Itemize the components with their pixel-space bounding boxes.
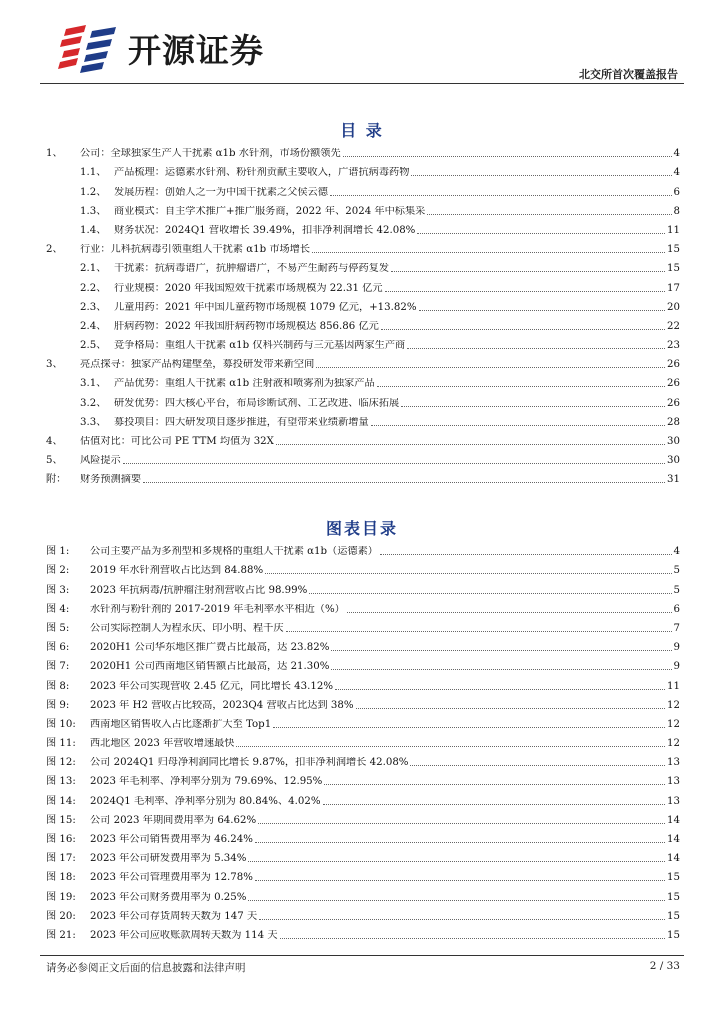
figure-entry-text: 2023 年公司管理费用率为 12.78% xyxy=(90,872,253,884)
figure-entry-text: 2023 年抗病毒/抗肿瘤注射剂营收占比 98.99% xyxy=(90,584,308,596)
figure-entry-number: 图 5: xyxy=(46,622,70,634)
dot-leader xyxy=(324,784,665,785)
toc-entry-number: 2.3、 xyxy=(80,301,107,313)
toc-entry-page: 17 xyxy=(667,282,680,294)
figures-list xyxy=(46,539,680,942)
figure-entry-number: 图 6: xyxy=(46,642,70,654)
dot-leader xyxy=(391,271,665,272)
toc-entry-page: 22 xyxy=(667,320,680,332)
toc-entry-page: 4 xyxy=(673,167,680,179)
logo-stripes-icon xyxy=(58,23,120,73)
dot-leader xyxy=(309,593,671,594)
figure-entry[interactable] xyxy=(46,693,680,712)
dot-leader xyxy=(276,444,665,445)
dot-leader xyxy=(273,727,665,728)
figure-entry-number: 图 9: xyxy=(46,699,70,711)
toc-entry-page: 20 xyxy=(667,301,680,313)
figure-entry[interactable] xyxy=(46,788,680,807)
toc-entry[interactable] xyxy=(46,333,680,352)
figure-entry[interactable] xyxy=(46,712,680,731)
toc-entry-text: 亮点探寻：独家产品构建壁垒，募投研发带来新空间 xyxy=(80,359,315,371)
figure-entry-number: 图 20: xyxy=(46,910,76,922)
toc-entry-text: 估值对比：可比公司 PE TTM 均值为 32X xyxy=(80,436,274,447)
figure-entry-page: 14 xyxy=(667,853,680,865)
figure-entry[interactable] xyxy=(46,654,680,673)
toc-entry-number: 2.4、 xyxy=(80,320,107,332)
toc-entry-page: 11 xyxy=(667,224,680,236)
figure-entry-number: 图 4: xyxy=(46,603,70,615)
toc-entry[interactable] xyxy=(46,429,680,448)
dot-leader xyxy=(258,823,665,824)
toc-entry-number: 1、 xyxy=(46,148,63,160)
figure-entry-text: 2023 年公司销售费用率为 46.24% xyxy=(90,834,253,845)
toc-entry-number: 4、 xyxy=(46,436,63,447)
dot-leader xyxy=(427,214,671,215)
toc-entry-number: 5、 xyxy=(46,455,63,467)
figure-entry-text: 公司主要产品为多剂型和多规格的重组人干扰素 α1b（运德素） xyxy=(90,546,378,558)
figure-entry-number: 图 11: xyxy=(46,738,76,750)
figure-entry-text: 2023 年公司财务费用率为 0.25% xyxy=(90,891,247,903)
figure-entry-number: 图 8: xyxy=(46,680,70,692)
toc-entry[interactable] xyxy=(46,179,680,198)
figure-entry-page: 15 xyxy=(667,891,680,903)
company-logo xyxy=(58,22,264,74)
dot-leader xyxy=(265,573,671,574)
figure-entry-page: 6 xyxy=(673,603,680,615)
figure-entry[interactable] xyxy=(46,635,680,654)
dot-leader xyxy=(323,804,666,805)
toc-entry-text: 研发优势：四大核心平台，布局诊断试剂、工艺改进、临床拓展 xyxy=(114,397,400,409)
figure-entry-page: 15 xyxy=(667,910,680,922)
toc-entry[interactable] xyxy=(46,352,680,371)
figure-entry-text: 2023 年毛利率、净利率分别为 79.69%、12.95% xyxy=(90,776,323,788)
toc-entry-text: 商业模式：自主学术推广+推广服务商，2022 年、2024 年中标集采 xyxy=(114,205,426,217)
figure-entry-number: 图 13: xyxy=(46,776,76,788)
figure-entry-page: 9 xyxy=(673,642,680,654)
toc-entry-page: 28 xyxy=(667,416,680,428)
toc-entry-page: 6 xyxy=(673,186,680,198)
figure-entry-number: 图 3: xyxy=(46,584,70,596)
figure-entry-page: 13 xyxy=(667,776,680,788)
toc-entry-number: 1.4、 xyxy=(80,224,107,236)
toc-entry[interactable] xyxy=(46,160,680,179)
toc-entry[interactable] xyxy=(46,467,680,486)
figure-entry-page: 15 xyxy=(667,929,680,941)
toc-entry-text: 儿童用药：2021 年中国儿童药物市场规模 1079 亿元，+13.82% xyxy=(114,301,417,313)
figure-entry-page: 13 xyxy=(667,757,680,769)
dot-leader xyxy=(347,612,672,613)
dot-leader xyxy=(381,329,665,330)
figure-entry-page: 11 xyxy=(667,680,680,692)
figure-entry-number: 图 7: xyxy=(46,661,70,673)
toc-entry-text: 风险提示 xyxy=(80,455,121,467)
figure-entry-page: 5 xyxy=(673,584,680,596)
toc-entry-text: 干扰素：抗病毒谱广，抗肿瘤谱广，不易产生耐药与停药复发 xyxy=(114,263,390,275)
dot-leader xyxy=(286,631,672,632)
dot-leader xyxy=(330,195,672,196)
toc-entry-page: 4 xyxy=(673,148,680,160)
figure-entry-page: 9 xyxy=(673,661,680,673)
toc-entry-page: 26 xyxy=(667,378,680,390)
figure-entry[interactable] xyxy=(46,827,680,846)
figure-entry-page: 4 xyxy=(673,546,680,558)
toc-entry[interactable] xyxy=(46,390,680,409)
dot-leader xyxy=(419,310,666,311)
figure-entry-number: 图 16: xyxy=(46,834,76,845)
brand-name: 开源证券 xyxy=(128,30,264,70)
figure-entry-number: 图 21: xyxy=(46,929,76,941)
toc-entry-number: 2、 xyxy=(46,244,63,256)
figure-entry-number: 图 15: xyxy=(46,814,76,826)
figure-entry[interactable] xyxy=(46,769,680,788)
dot-leader xyxy=(410,765,665,766)
figure-entry-number: 图 17: xyxy=(46,853,76,865)
page-header xyxy=(40,18,684,82)
toc-entry-number: 1.1、 xyxy=(80,167,107,179)
figure-entry[interactable] xyxy=(46,731,680,750)
dot-leader xyxy=(255,842,665,843)
dot-leader xyxy=(356,708,666,709)
toc-title: 目 录 xyxy=(340,121,384,140)
dot-leader xyxy=(236,746,665,747)
figure-entry-number: 图 1: xyxy=(46,546,70,558)
figure-entry-text: 公司 2024Q1 归母净利润同比增长 9.87%，扣非净利润增长 42.08% xyxy=(90,757,409,769)
figure-entry-text: 公司 2023 年期间费用率为 64.62% xyxy=(90,814,257,826)
toc-entry-number: 3、 xyxy=(46,359,63,371)
toc-entry[interactable] xyxy=(46,237,680,256)
figure-entry-number: 图 19: xyxy=(46,891,76,903)
dot-leader xyxy=(248,861,665,862)
toc-entry[interactable] xyxy=(46,199,680,218)
figure-entry-page: 5 xyxy=(673,565,680,577)
figure-entry-number: 图 2: xyxy=(46,565,70,577)
toc-entry-number: 1.3、 xyxy=(80,205,107,217)
figure-entry-text: 2020H1 公司西南地区销售额占比最高，达 21.30% xyxy=(90,661,330,673)
toc-entry-number: 3.1、 xyxy=(80,378,107,390)
toc-entry-page: 30 xyxy=(667,436,680,447)
dot-leader xyxy=(417,233,665,234)
toc-entry[interactable] xyxy=(46,256,680,275)
figure-entry-number: 图 12: xyxy=(46,757,76,769)
toc-entry[interactable] xyxy=(46,448,680,467)
toc-entry-page: 26 xyxy=(667,397,680,409)
dot-leader xyxy=(343,156,672,157)
dot-leader xyxy=(312,252,665,253)
toc-entry-text: 募投项目：四大研发项目逐步推进，有望带来业绩新增量 xyxy=(114,416,369,428)
figure-entry-number: 图 14: xyxy=(46,795,76,807)
toc-entry-number: 附： xyxy=(46,474,67,486)
toc-entry[interactable] xyxy=(46,371,680,390)
figure-entry[interactable] xyxy=(46,750,680,769)
figure-entry-text: 2019 年水针剂营收占比达到 84.88% xyxy=(90,565,264,577)
toc-entry-text: 产品优势：重组人干扰素 α1b 注射液和喷雾剂为独家产品 xyxy=(114,378,375,390)
figure-entry-page: 12 xyxy=(667,699,680,711)
figure-entry-text: 2023 年公司研发费用率为 5.34% xyxy=(90,853,247,865)
figure-entry-text: 水针剂与粉针剂的 2017-2019 年毛利率水平相近（%） xyxy=(90,603,345,615)
toc-entry-page: 15 xyxy=(667,244,680,256)
toc-entry-number: 3.2、 xyxy=(80,397,107,409)
toc-entry[interactable] xyxy=(46,410,680,429)
figure-entry[interactable] xyxy=(46,597,680,616)
toc-entry-text: 行业规模：2020 年我国短效干扰素市场规模为 22.31 亿元 xyxy=(114,282,383,294)
dot-leader xyxy=(385,291,665,292)
figure-entry[interactable] xyxy=(46,904,680,923)
toc-entry-number: 2.2、 xyxy=(80,282,107,294)
figure-entry-text: 2020H1 公司华东地区推广费占比最高，达 23.82% xyxy=(90,642,330,654)
dot-leader xyxy=(316,367,665,368)
dot-leader xyxy=(401,406,665,407)
toc-entry-text: 发展历程：创始人之一为中国干扰素之父侯云德 xyxy=(114,186,328,198)
toc-entry-page: 26 xyxy=(667,359,680,371)
figure-entry-page: 14 xyxy=(667,834,680,845)
figure-entry-text: 公司实际控制人为程永庆、印小明、程千庆 xyxy=(90,622,284,634)
toc-entry-number: 1.2、 xyxy=(80,186,107,198)
footer-disclaimer: 请务必参阅正文后面的信息披露和法律声明 xyxy=(46,962,246,974)
figure-entry[interactable] xyxy=(46,865,680,884)
dot-leader xyxy=(377,386,665,387)
dot-leader xyxy=(255,880,665,881)
figure-entry-text: 2024Q1 毛利率、净利率分别为 80.84%、4.02% xyxy=(90,795,321,807)
figure-entry[interactable] xyxy=(46,923,680,942)
figure-entry[interactable] xyxy=(46,884,680,903)
toc-entry-number: 3.3、 xyxy=(80,416,107,428)
page-number: 2 / 33 xyxy=(649,960,680,972)
toc-entry[interactable] xyxy=(46,141,680,160)
toc-entry-page: 15 xyxy=(667,263,680,275)
figure-entry-page: 12 xyxy=(667,738,680,750)
figure-entry-page: 12 xyxy=(667,718,680,730)
dot-leader xyxy=(335,689,665,690)
figure-entry[interactable] xyxy=(46,539,680,558)
toc-entry-text: 肝病药物：2022 年我国肝病药物市场规模达 856.86 亿元 xyxy=(114,320,379,332)
dot-leader xyxy=(248,900,665,901)
figure-entry-text: 西南地区销售收入占比逐渐扩大至 Top1 xyxy=(90,718,272,730)
dot-leader xyxy=(123,463,665,464)
toc-entry[interactable] xyxy=(46,275,680,294)
figure-entry-text: 2023 年公司应收账款周转天数为 114 天 xyxy=(90,929,278,941)
dot-leader xyxy=(331,650,671,651)
toc-entry-text: 财务状况：2024Q1 营收增长 39.49%，扣非净利润增长 42.08% xyxy=(114,224,416,236)
header-divider xyxy=(40,83,684,84)
toc-entry-page: 30 xyxy=(667,455,680,467)
figure-entry[interactable] xyxy=(46,558,680,577)
figure-entry-page: 14 xyxy=(667,814,680,826)
toc-entry-number: 2.5、 xyxy=(80,340,107,352)
figure-entry-text: 2023 年公司实现营收 2.45 亿元，同比增长 43.12% xyxy=(90,680,334,692)
figure-entry-page: 13 xyxy=(667,795,680,807)
toc-entry-text: 行业：儿科抗病毒引领重组人干扰素 α1b 市场增长 xyxy=(80,244,311,256)
figure-entry-text: 2023 年公司存货周转天数为 147 天 xyxy=(90,910,258,922)
figure-entry[interactable] xyxy=(46,577,680,596)
figure-entry[interactable] xyxy=(46,846,680,865)
toc-entry-text: 公司：全球独家生产人干扰素 α1b 水针剂，市场份额领先 xyxy=(80,148,341,160)
dot-leader xyxy=(280,938,666,939)
dot-leader xyxy=(407,348,665,349)
figure-entry-number: 图 18: xyxy=(46,872,76,884)
figure-entry-number: 图 10: xyxy=(46,718,76,730)
toc-entry[interactable] xyxy=(46,295,680,314)
figure-entry-page: 7 xyxy=(673,622,680,634)
figures-title: 图表目录 xyxy=(325,519,398,538)
dot-leader xyxy=(331,669,671,670)
toc-entry-number: 2.1、 xyxy=(80,263,107,275)
figure-entry[interactable] xyxy=(46,616,680,635)
figure-entry-text: 西北地区 2023 年营收增速最快 xyxy=(90,738,235,750)
dot-leader xyxy=(259,919,665,920)
toc-entry-text: 竞争格局：重组人干扰素 α1b 仅科兴制药与三元基因两家生产商 xyxy=(114,340,406,352)
report-type: 北交所首次覆盖报告 xyxy=(579,68,678,81)
figure-entry-page: 15 xyxy=(667,872,680,884)
toc-entry-text: 财务预测摘要 xyxy=(80,474,142,486)
figure-entry[interactable] xyxy=(46,673,680,692)
dot-leader xyxy=(143,482,665,483)
toc-entry-page: 31 xyxy=(667,474,680,486)
figure-entry-text: 2023 年 H2 营收占比较高，2023Q4 营收占比达到 38% xyxy=(90,699,354,711)
figure-entry[interactable] xyxy=(46,808,680,827)
dot-leader xyxy=(411,175,671,176)
toc-entry-page: 8 xyxy=(673,205,680,217)
dot-leader xyxy=(380,554,672,555)
toc-list xyxy=(46,141,680,486)
footer-divider xyxy=(40,955,684,956)
toc-entry-page: 23 xyxy=(667,340,680,352)
toc-entry[interactable] xyxy=(46,218,680,237)
toc-entry-text: 产品梳理：运德素水针剂、粉针剂贡献主要收入，广谱抗病毒药物 xyxy=(114,167,410,179)
dot-leader xyxy=(371,425,665,426)
toc-entry[interactable] xyxy=(46,314,680,333)
